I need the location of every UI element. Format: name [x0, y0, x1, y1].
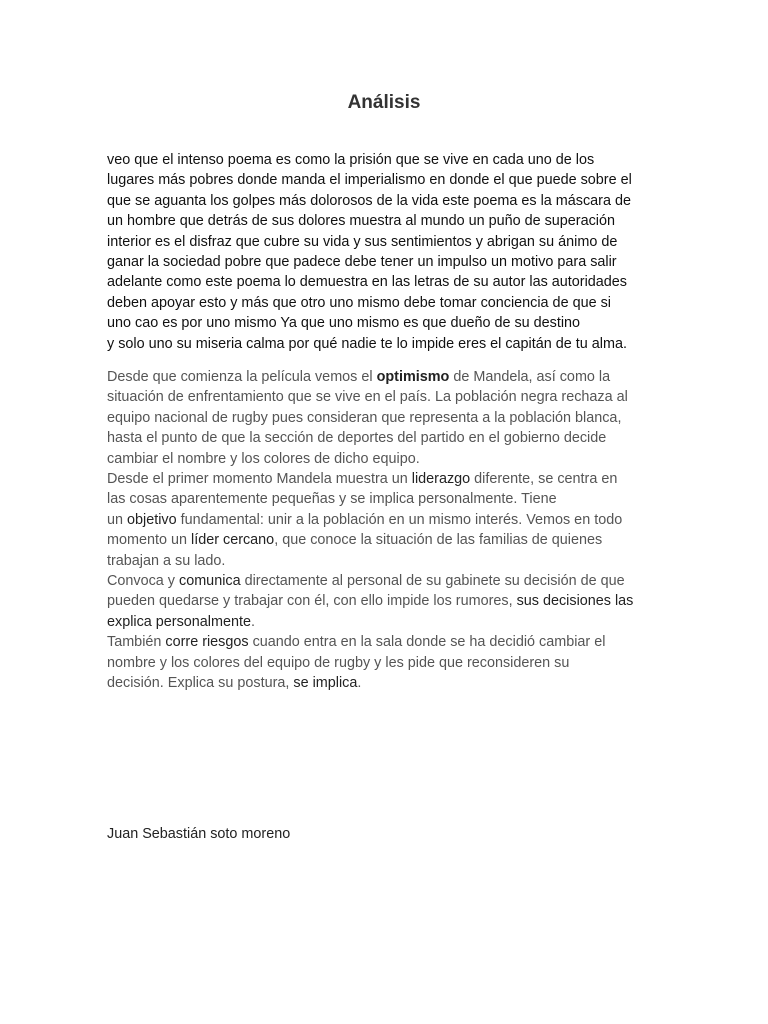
text-run: Desde que comienza la película vemos el [107, 369, 377, 385]
text-line [107, 469, 667, 489]
text-run: fundamental: unir a la población en un mismo interés. Vemos en todo [176, 511, 623, 528]
text-line [107, 510, 667, 530]
text-run: Convoca y [107, 573, 179, 590]
text-line [107, 571, 667, 591]
keyword-liderazgo: liderazgo [411, 471, 471, 488]
text-line [107, 612, 667, 632]
text-run: pueden quedarse y trabajar con él, con ello impide los rumores, [107, 593, 517, 610]
keyword-comunica: comunica [179, 573, 241, 590]
text-line: que se aguanta los golpes más dolorosos de la vida este poema es la máscara de [107, 192, 631, 209]
text-line: un hombre que detrás de sus dolores muestra al mundo un puño de superación [107, 213, 615, 230]
keyword-corre-riesgos: corre riesgos [165, 634, 249, 651]
text-run: . [251, 613, 255, 630]
text-line: equipo nacional de rugby pues consideran que representa a la población blanca, [107, 409, 622, 426]
text-line [107, 591, 667, 611]
paragraph-poem-analysis [107, 150, 667, 354]
text-run: También [107, 634, 166, 651]
text-run: cuando entra en la sala donde se ha decidió cambiar el [248, 634, 606, 651]
text-line: cambiar el nombre y los colores de dicho equipo. [107, 450, 420, 467]
text-run: un [107, 511, 128, 528]
paragraph-mandela-analysis [107, 367, 667, 694]
text-run: . [357, 675, 362, 692]
text-line: lugares más pobres donde manda el imperialismo en donde el que puede sobre el [107, 172, 632, 189]
page-title: Análisis [347, 92, 421, 113]
text-line [107, 632, 667, 652]
text-line: uno cao es por uno mismo Ya que uno mismo es que dueño de su destino [107, 315, 581, 332]
text-line: veo que el intenso poema es como la prisión que se vive en cada uno de los [107, 152, 595, 168]
text-line: las cosas aparentemente pequeñas y se implica personalmente. Tiene [107, 491, 557, 508]
text-line: ganar la sociedad pobre que padece debe tener un impulso un motivo para salir [107, 254, 617, 271]
text-line: nombre y los colores del equipo de rugby y les pide que reconsideren su [107, 654, 570, 671]
text-line: interior es el disfraz que cubre su vida y sus sentimientos y abrigan su ánimo de [107, 233, 618, 250]
keyword-optimismo: optimismo [376, 369, 450, 385]
text-line: y solo uno su miseria calma por qué nadie te lo impide eres el capitán de tu alma. [107, 335, 627, 352]
text-line: deben apoyar esto y más que otro uno mismo debe tomar conciencia de que si [107, 294, 611, 311]
text-run: decisión. Explica su postura, [107, 675, 294, 692]
keyword-sus-decisiones: sus decisiones las [516, 593, 634, 610]
text-line [107, 673, 667, 693]
keyword-se-implica: se implica [293, 675, 358, 692]
text-line: situación de enfrentamiento que se vive en el país. La población negra rechaza al [107, 389, 628, 406]
keyword-lider-cercano: líder cercano [191, 532, 275, 549]
text-line [107, 367, 667, 387]
text-run: de Mandela, así como la [449, 369, 611, 385]
text-line [107, 530, 667, 550]
text-run: diferente, se centra en [470, 471, 618, 488]
text-run: Desde el primer momento Mandela muestra un [107, 471, 412, 488]
text-run: momento un [107, 532, 191, 549]
text-line: hasta el punto de que la sección de deportes del partido en el gobierno decide [107, 430, 607, 447]
text-run: , que conoce la situación de las familias de quienes [274, 532, 603, 549]
keyword-objetivo: objetivo [127, 511, 177, 528]
text-line: adelante como este poema lo demuestra en las letras de su autor las autoridades [107, 274, 627, 291]
text-line: trabajan a su lado. [107, 552, 226, 569]
text-run: directamente al personal de su gabinete su decisión de que [240, 573, 625, 590]
keyword-explica-personalmente: explica personalmente [107, 613, 251, 630]
author-signature: Juan Sebastián soto moreno [107, 826, 291, 842]
